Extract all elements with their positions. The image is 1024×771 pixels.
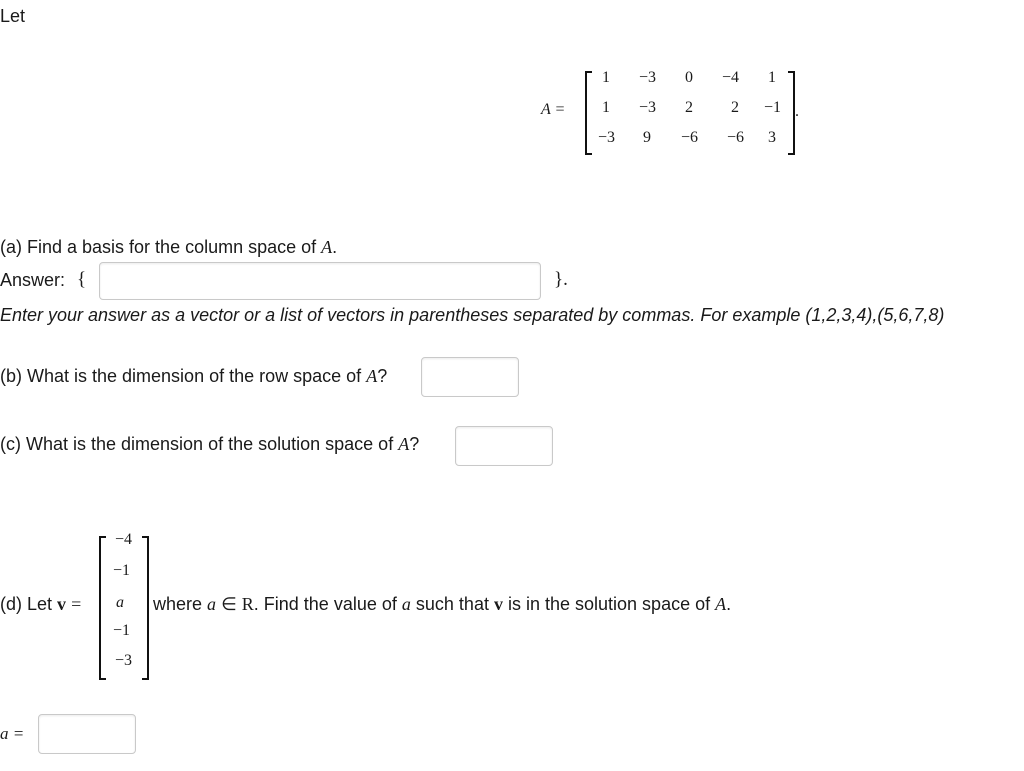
matrix-trailing-period: . bbox=[795, 103, 799, 120]
part-b-suffix: ? bbox=[377, 366, 388, 386]
matrix-cell: −3 bbox=[638, 69, 656, 86]
part-a-question bbox=[0, 237, 337, 258]
part-d-find: . Find the value of bbox=[253, 594, 397, 614]
vector-entry: −1 bbox=[112, 562, 130, 579]
matrix-cell: 1 bbox=[602, 69, 610, 86]
matrix-cell: 9 bbox=[643, 129, 651, 146]
part-d-where: where bbox=[153, 594, 203, 614]
part-d-suffix: . bbox=[726, 594, 732, 614]
part-d-reals: R bbox=[241, 594, 254, 614]
part-b-var: A bbox=[366, 366, 378, 386]
vector-entry: −3 bbox=[114, 652, 132, 669]
part-a-suffix: . bbox=[332, 237, 338, 257]
part-a-answer-label: Answer: bbox=[0, 270, 66, 290]
vector-right-bracket bbox=[142, 536, 149, 680]
matrix-right-bracket bbox=[788, 71, 795, 155]
part-c-var: A bbox=[398, 434, 410, 454]
matrix-cell: −4 bbox=[721, 69, 739, 86]
part-a-prefix: (a) Find a basis for the column space of bbox=[0, 237, 317, 257]
column-space-basis-input[interactable] bbox=[99, 262, 541, 300]
matrix-cell: 0 bbox=[685, 69, 693, 86]
part-d-statement bbox=[153, 594, 731, 615]
part-c-question bbox=[0, 434, 419, 455]
part-d-rest: is in the solution space of bbox=[507, 594, 711, 614]
part-c-suffix: ? bbox=[409, 434, 420, 454]
row-space-dimension-input[interactable] bbox=[421, 357, 519, 397]
part-d-vec-name: v bbox=[57, 594, 67, 614]
part-d-eq: = bbox=[71, 594, 82, 614]
matrix-cell: −3 bbox=[638, 99, 656, 116]
part-a-open-brace: { bbox=[77, 269, 87, 290]
intro-text: Let bbox=[0, 6, 26, 26]
part-b-prefix: (b) What is the dimension of the row space of bbox=[0, 366, 362, 386]
matrix-cell: −1 bbox=[763, 99, 781, 116]
solution-space-dimension-input[interactable] bbox=[455, 426, 553, 466]
part-d-var: A bbox=[715, 594, 727, 614]
part-a-var: A bbox=[321, 237, 333, 257]
part-b-question bbox=[0, 366, 387, 387]
part-d-such: such that bbox=[415, 594, 489, 614]
matrix-cell: −3 bbox=[597, 129, 615, 146]
vector-entry: −1 bbox=[112, 622, 130, 639]
part-d-a-var: a bbox=[207, 594, 217, 614]
part-d-in-symbol: ∈ bbox=[221, 594, 237, 614]
a-equals-label: a = bbox=[0, 724, 25, 743]
a-value-input[interactable] bbox=[38, 714, 136, 754]
matrix-cell: 1 bbox=[768, 69, 776, 86]
part-d-prefix: (d) Let bbox=[0, 594, 53, 614]
matrix-label: A = bbox=[541, 101, 566, 118]
matrix-cell: −6 bbox=[680, 129, 698, 146]
part-a-hint: Enter your answer as a vector or a list of vectors in parentheses separated by commas. For example (1,2,3,4),(5,6,7,8) bbox=[0, 305, 945, 325]
matrix-cell: −6 bbox=[726, 129, 744, 146]
part-d-vec-name-2: v bbox=[493, 594, 503, 614]
vector-entry: −4 bbox=[114, 531, 132, 548]
vector-entry: a bbox=[116, 594, 124, 611]
matrix-cell: 1 bbox=[602, 99, 610, 116]
matrix-cell: 3 bbox=[768, 129, 776, 146]
part-a-close-brace: }. bbox=[554, 269, 568, 290]
matrix-cell: 2 bbox=[731, 99, 739, 116]
part-c-prefix: (c) What is the dimension of the solution space of bbox=[0, 434, 394, 454]
part-d-a-var-2: a bbox=[401, 594, 411, 614]
part-d-let bbox=[0, 594, 81, 615]
matrix-cell: 2 bbox=[685, 99, 693, 116]
